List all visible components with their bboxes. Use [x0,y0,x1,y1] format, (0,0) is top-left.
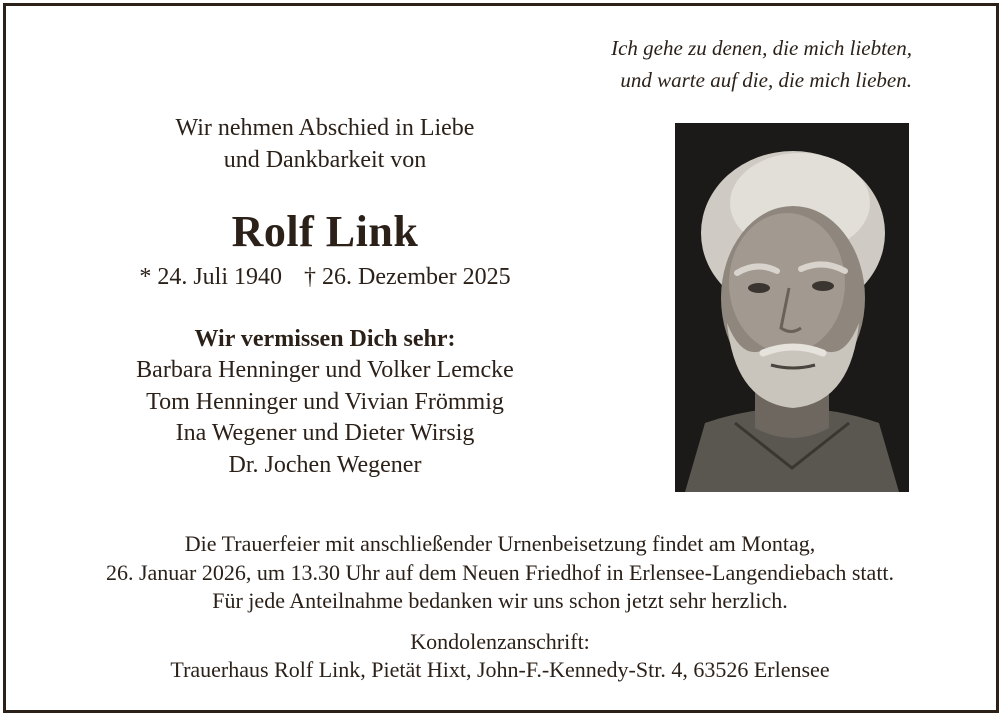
portrait-photo [675,123,909,492]
mourners-list [60,355,590,481]
mourner-entry: Barbara Henninger und Volker Lemcke [136,357,514,383]
ceremony-info [0,530,1000,685]
obituary-main-column [60,112,590,481]
ceremony-line-3: Für jede Anteilnahme bedanken wir uns schon jetzt sehr herzlich. [212,588,788,613]
death-date: † 26. Dezember 2025 [304,264,511,290]
motto-line-2: und warte auf die, die mich lieben. [620,68,912,92]
condolence-label: Kondolenzanschrift: [410,628,590,654]
mourners-heading: Wir vermissen Dich sehr: [194,326,456,352]
ceremony-line-1: Die Trauerfeier mit anschließender Urnenbeisetzung findet am Montag, [184,531,816,556]
portrait-illustration [675,123,909,492]
ceremony-line-2: 26. Januar 2026, um 13.30 Uhr auf dem Neuen Friedhof in Erlensee-Langendiebach statt. [105,559,895,585]
life-dates [60,262,590,292]
motto-quote [492,32,912,96]
intro-text [60,112,590,176]
mourner-entry: Tom Henninger und Vivian Frömmig [146,388,504,415]
birth-date: * 24. Juli 1940 [139,264,283,290]
deceased-name: Rolf Link [231,207,419,256]
mourner-entry: Dr. Jochen Wegener [228,451,422,478]
motto-line-1: Ich gehe zu denen, die mich liebten, [611,36,912,60]
mourner-entry: Ina Wegener und Dieter Wirsig [175,420,475,446]
intro-line-1: Wir nehmen Abschied in Liebe [175,115,475,141]
intro-line-2: und Dankbarkeit von [223,147,427,173]
condolence-address: Trauerhaus Rolf Link, Pietät Hixt, John-F.-Kennedy-Str. 4, 63526 Erlensee [170,657,830,682]
